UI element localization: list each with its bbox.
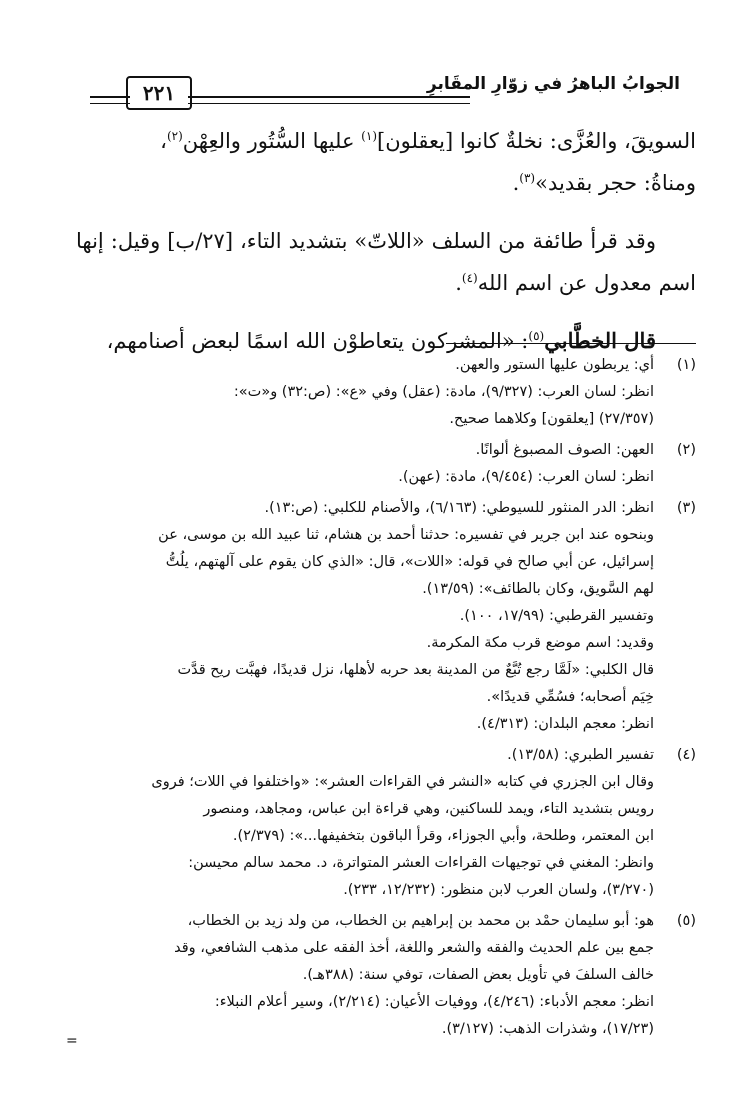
page-header [60,70,680,114]
footnote-separator [446,343,696,344]
footnotes [76,352,696,1043]
page-number: ٢٢١ [126,76,192,110]
running-title: الجوابُ الباهرُ في زوّارِ المقَابرِ [426,74,680,94]
header-left-rule [90,96,130,104]
header-rule [188,96,470,104]
footnote-1: (١) أي: يربطون عليها الستور والعهن. انظر: لسان العرب: (٩/٣٢٧)، مادة: (عقل) وفي «ع»: (ص:٣٢) و«ت»: (٢٧/٣٥٧) [يعلقون] وكلاهما صحيح. [233,357,696,427]
main-paragraph-3: قال الخطَّابي$^{(٥)}$: «المشركون يتعاطوْن الله اسمًا لبعض أصنامهم، [106,328,656,353]
main-text [76,120,696,362]
footnote-4: (٤) تفسير الطبري: (١٣/٥٨). وقال ابن الجزري في كتابه «النشر في القراءات العشر»: «واختلفوا في اللات؛ فروى رويس بتشديد التاء، ويمد للساكنين، وهي قراءة ابن عباس، ومجاهد، ومنصور ابن المعتمر، وطلحة، وأبي الجوزاء، وقرأ الباقون بتخفيفها...»: (٢/٣٧٩). وانظر: المغني في توجيهات القراءات العشر المتواترة، د. محمد سالم محيسن: (٣/٢٧٠)، ولسان العرب لابن منظور: (١٢/٢٣٢، ٢٣٣). [151,747,696,898]
main-paragraph-2: وقد قرأ طائفة من السلف «اللاتّ» بتشديد التاء، [٢٧/ب] وقيل: إنها اسم معدول عن اسم الله$^{(٤)}$. [76,229,696,295]
main-paragraph-1: السويقَ، والعُزَّى: نخلةٌ كانوا [يعقلون]$^{(١)}$ عليها السُّتُور والعِهْن$^{(٢)}$، ومناةُ: حجر بقديد»$^{(٣)}$. [160,129,696,195]
footnote-3: (٣) انظر: الدر المنثور للسيوطي: (٦/١٦٣)، والأصنام للكلبي: (ص:١٣). وبنحوه عند ابن جرير في تفسيره: حدثنا أحمد بن هشام، ثنا عبيد الله بن موسى، عن إسرائيل، عن أبي صالح في قوله: «اللات»، قال: «الذي كان يقوم على آلهتهم، يلُتُّ لهم السَّويق، وكان بالطائف»: (١٣/٥٩). وتفسير القرطبي: (١٧/٩٩، ١٠٠). وقديد: اسم موضع قرب مكة المكرمة. قال الكلبي: «لَمَّا رجع تُبَّعٌ من المدينة بعد حربه لأهلها، نزل قديدًا، فهبَّت ريح قدَّت خِيَم أصحابه؛ فسُمِّي قديدًا». انظر: معجم البلدان: (٤/٣١٣). [158,500,696,732]
footnote-2: (٢) العهن: الصوف المصبوغ ألوانًا. انظر: لسان العرب: (٩/٤٥٤)، مادة: (عهن). [398,442,696,485]
footnote-5: (٥) هو: أبو سليمان حمْد بن محمد بن إبراهيم بن الخطاب، من ولد زيد بن الخطاب، جمع بين علم الحديث والفقه والشعر واللغة، أخذ الفقه على مذهب الشافعي، وقد خالف السلفَ في تأويل بعض الصفات، توفي سنة: (٣٨٨هـ). انظر: معجم الأدباء: (٤/٢٤٦)، ووفيات الأعيان: (٢/٢١٤)، وسير أعلام النبلاء: (١٧/٢٣)، وشذرات الذهب: (٣/١٢٧). [174,913,696,1037]
margin-mark: = [66,1033,78,1049]
